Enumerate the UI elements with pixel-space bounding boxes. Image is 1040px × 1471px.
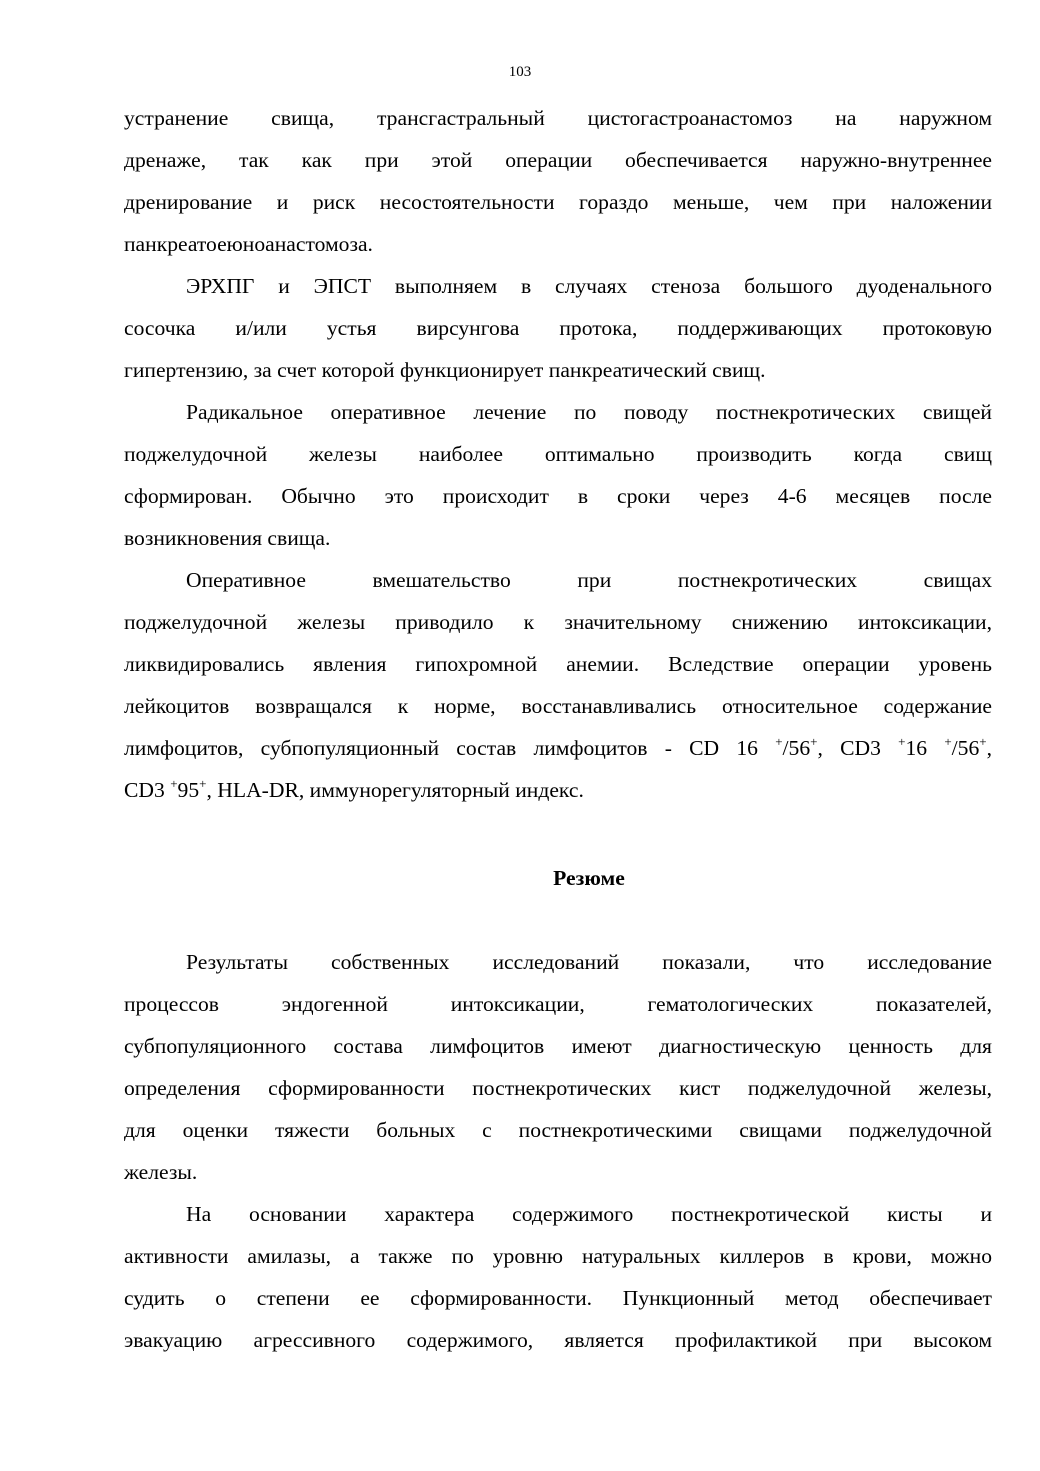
superscript: + (898, 734, 906, 749)
paragraph-cyst-assessment (124, 1193, 992, 1361)
text-line: сосочка и/или устья вирсунгова протока, поддерживающих протоковую (124, 316, 992, 340)
body-text-top (124, 97, 992, 811)
text-fragment: 16 (905, 736, 945, 760)
superscript: + (810, 734, 818, 749)
text-fragment: , CD3 (817, 736, 899, 760)
text-fragment: лимфоцитов, субпопуляционный состав лимфоцитов - CD 16 (124, 736, 776, 760)
text-line: для оценки тяжести больных с постнекротическими свищами поджелудочной (124, 1118, 992, 1142)
section-heading-summary: Резюме (553, 866, 625, 890)
text-fragment: /56 (782, 736, 811, 760)
text-line: активности амилазы, а также по уровню натуральных киллеров в крови, можно (124, 1244, 992, 1268)
text-line: сформирован. Обычно это происходит в сроки через 4-6 месяцев после (124, 484, 992, 508)
superscript: + (170, 776, 178, 791)
text-line: поджелудочной железы наиболее оптимально производить когда свищ (124, 442, 992, 466)
text-fragment: 95 (177, 778, 200, 802)
text-line: возникновения свища. (124, 526, 331, 550)
text-line: Оперативное вмешательство при постнекротических свищах (186, 568, 992, 592)
paragraph-drainage (124, 97, 992, 265)
text-line: дренаже, так как при этой операции обеспечивается наружно-внутреннее (124, 148, 992, 172)
text-line: лейкоцитов возвращался к норме, восстанавливались относительное содержание (124, 694, 992, 718)
superscript: + (979, 734, 987, 749)
text-line: железы. (124, 1160, 198, 1184)
superscript: + (944, 734, 952, 749)
body-text-summary (124, 941, 992, 1361)
text-line: Результаты собственных исследований показали, что исследование (186, 950, 992, 974)
superscript: + (775, 734, 783, 749)
paragraph-results (124, 941, 992, 1193)
text-line: процессов эндогенной интоксикации, гематологических показателей, (124, 992, 992, 1016)
paragraph-ercp (124, 265, 992, 391)
text-line: ЭРХПГ и ЭПСТ выполняем в случаях стеноза большого дуоденального (186, 274, 992, 298)
superscript: + (199, 776, 207, 791)
text-line: панкреатоеюноанастомоза. (124, 232, 373, 256)
text-line: судить о степени ее сформированности. Пункционный метод обеспечивает (124, 1286, 992, 1310)
text-line: На основании характера содержимого постнекротической кисты и (186, 1202, 992, 1226)
text-fragment: CD3 (124, 778, 171, 802)
text-line: Радикальное оперативное лечение по поводу постнекротических свищей (186, 400, 992, 424)
text-line: эвакуацию агрессивного содержимого, является профилактикой при высоком (124, 1328, 992, 1352)
text-fragment: , HLA-DR, иммунорегуляторный индекс. (206, 778, 584, 802)
page-number: 103 (508, 64, 532, 80)
paragraph-surgery-outcome (124, 559, 992, 811)
text-fragment: , (986, 736, 992, 760)
text-line: поджелудочной железы приводило к значительному снижению интоксикации, (124, 610, 992, 634)
text-line: гипертензию, за счет которой функционирует панкреатический свищ. (124, 358, 766, 382)
text-line: определения сформированности постнекротических кист поджелудочной железы, (124, 1076, 992, 1100)
text-line-cd-markers (124, 727, 992, 769)
text-fragment: /56 (951, 736, 980, 760)
text-line-cd-markers-end (124, 769, 992, 811)
text-line: дренирование и риск несостоятельности гораздо меньше, чем при наложении (124, 190, 992, 214)
text-line: ликвидировались явления гипохромной анемии. Вследствие операции уровень (124, 652, 992, 676)
paragraph-radical-treatment (124, 391, 992, 559)
text-line: субпопуляционного состава лимфоцитов имеют диагностическую ценность для (124, 1034, 992, 1058)
text-line: устранение свища, трансгастральный цистогастроанастомоз на наружном (124, 106, 992, 130)
